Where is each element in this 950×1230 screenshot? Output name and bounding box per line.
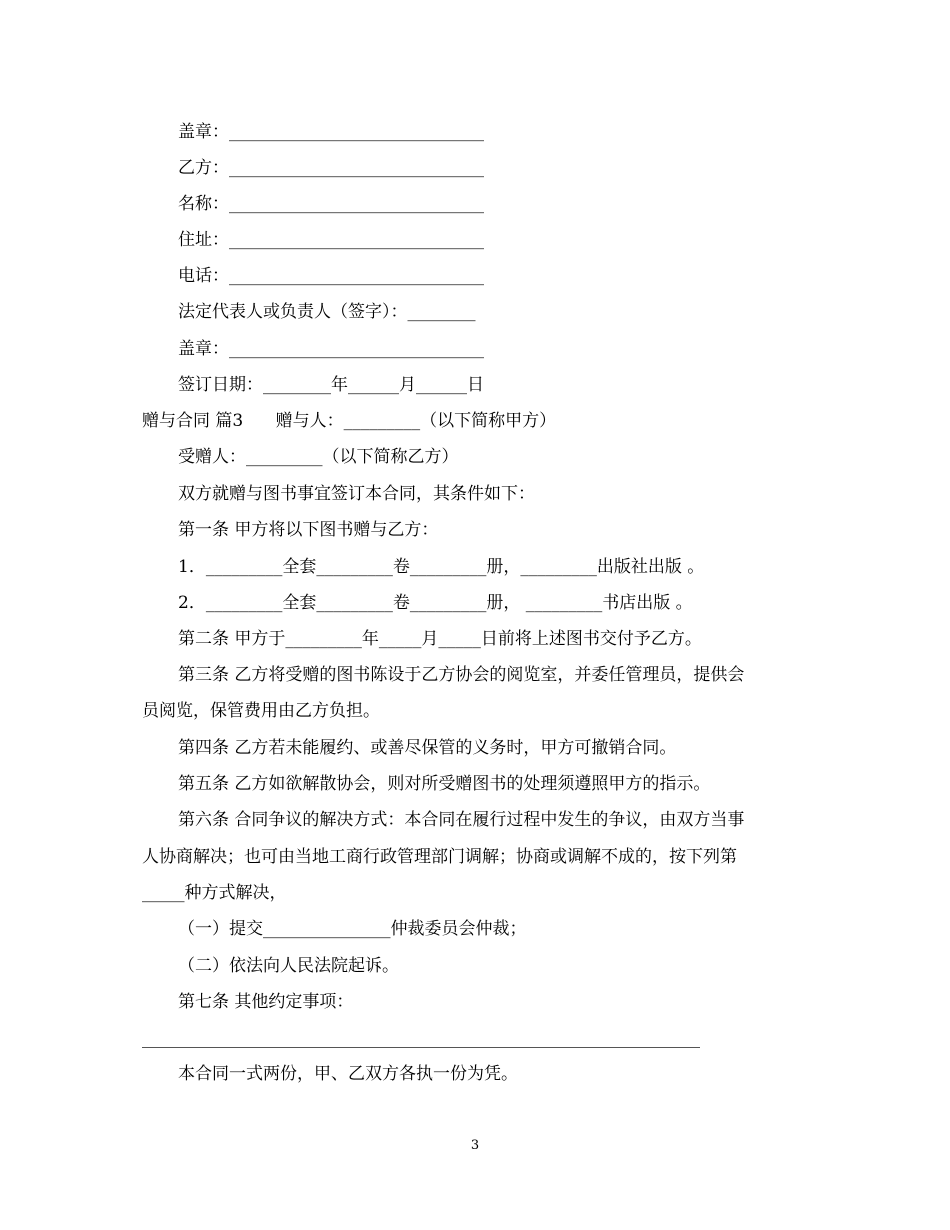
article-3-line-1: 第三条 乙方将受赠的图书陈设于乙方协会的阅览室，并委任管理员，提供会 (178, 665, 745, 685)
legal-representative-line: 法定代表人或负责人（签字）：________ (178, 302, 476, 322)
article-1-item-1: 1．_________全套_________卷_________册，_________出版社出版 。 (178, 557, 705, 577)
contract-title-and-donor-line: 赠与合同 篇3 赠与人：_________（以下简称甲方） (142, 411, 557, 431)
party-b-line: 乙方：______________________________ (178, 158, 484, 178)
court-option: （二）依法向人民法院起诉。 (178, 956, 399, 976)
page-number: 3 (470, 1138, 480, 1153)
article-4: 第四条 乙方若未能履约、或善尽保管的义务时，甲方可撤销合同。 (178, 738, 677, 758)
article-7: 第七条 其他约定事项： (178, 992, 354, 1012)
article-2: 第二条 甲方于_________年_____月_____日前将上述图书交付予乙方。 (178, 629, 702, 649)
article-1-item-2: 2．_________全套_________卷_________册， _________书店出版 。 (178, 593, 693, 613)
article-1: 第一条 甲方将以下图书赠与乙方： (178, 520, 439, 540)
arbitration-option: （一）提交_______________仲裁委员会仲裁； (178, 919, 527, 939)
name-line: 名称：______________________________ (178, 194, 484, 214)
signing-date-line: 签订日期：________年______月______日 (178, 375, 484, 395)
article-3-line-2: 员阅览，保管费用由乙方负担。 (142, 701, 380, 721)
article-6-line-2: 人协商解决；也可由当地工商行政管理部门调解；协商或调解不成的，按下列第 (142, 847, 737, 867)
article-6-line-1: 第六条 合同争议的解决方式：本合同在履行过程中发生的争议，由双方当事 (178, 810, 745, 830)
blank-fill-line (142, 1047, 700, 1048)
phone-line: 电话：______________________________ (178, 266, 484, 286)
article-5: 第五条 乙方如欲解散协会，则对所受赠图书的处理须遵照甲方的指示。 (178, 774, 711, 794)
seal-line-2: 盖章：______________________________ (178, 339, 484, 359)
closing-paragraph: 本合同一式两份，甲、乙双方各执一份为凭。 (178, 1064, 518, 1084)
address-line: 住址：______________________________ (178, 230, 484, 250)
recipient-line: 受赠人：_________（以下简称乙方） (178, 447, 459, 467)
intro-paragraph: 双方就赠与图书事宜签订本合同，其条件如下： (178, 484, 535, 504)
article-6-line-3: _____种方式解决， (142, 883, 287, 903)
seal-line-1: 盖章：______________________________ (178, 122, 484, 142)
